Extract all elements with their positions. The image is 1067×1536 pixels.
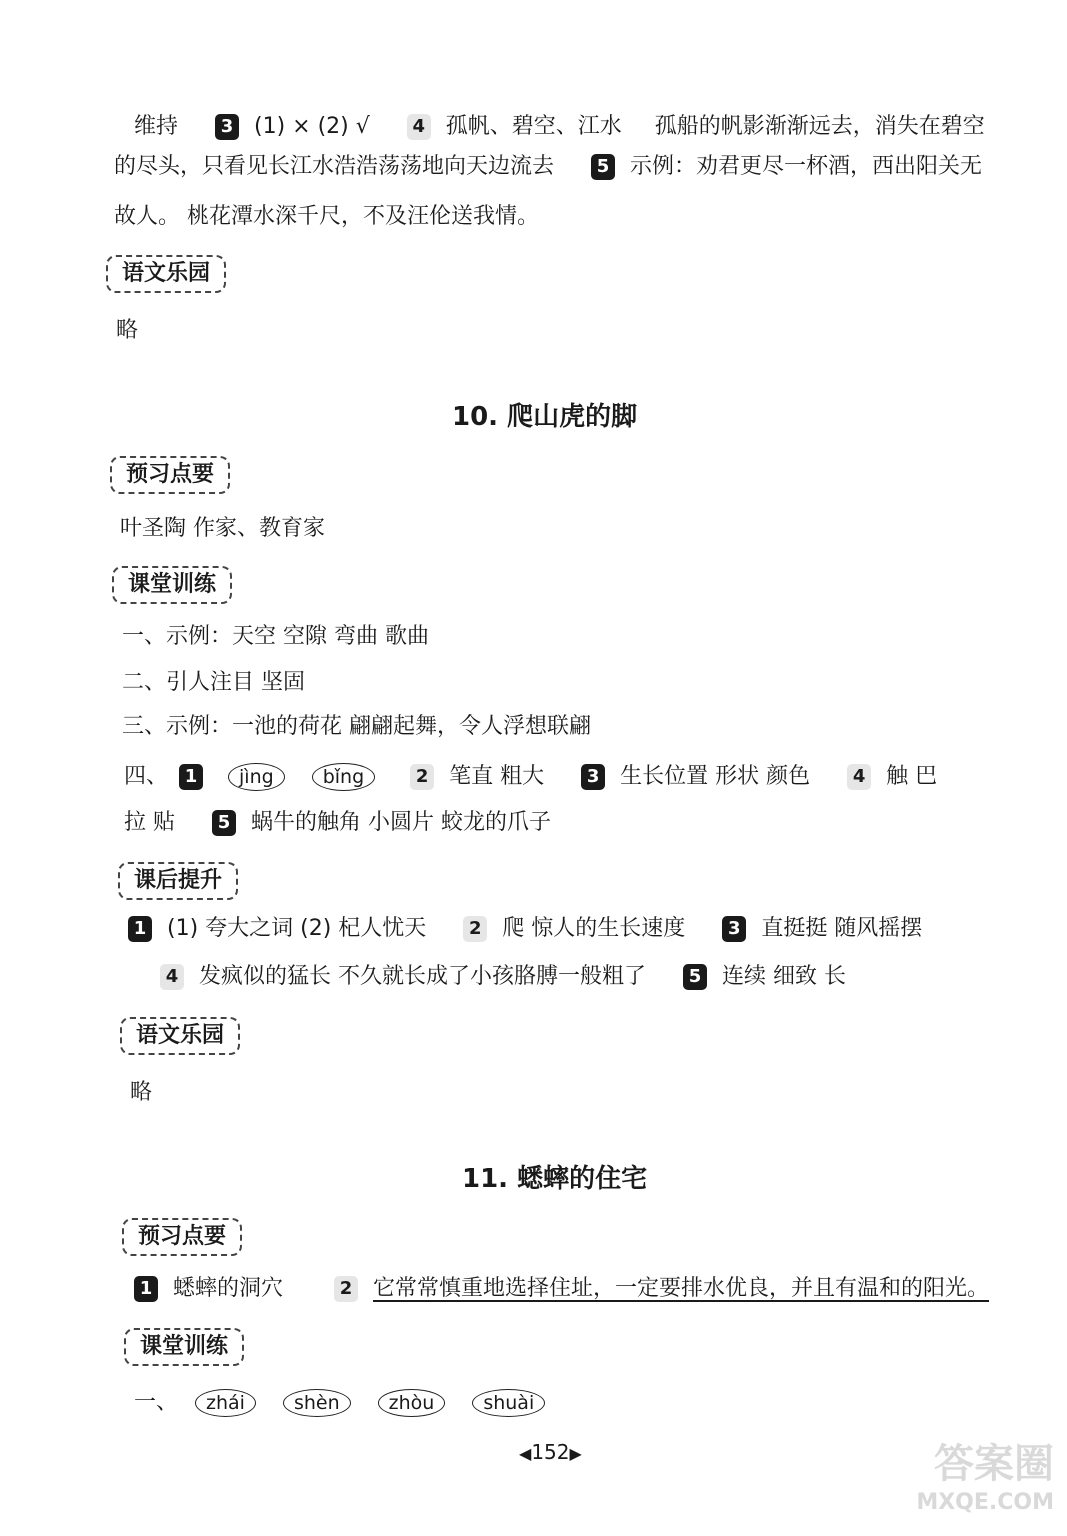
- left-triangle-icon: ◀: [519, 1444, 532, 1463]
- answer-text: 生长位置 形状 颜色: [620, 764, 811, 789]
- answer-text: 直挺挺 随风摇摆: [761, 916, 923, 941]
- question-number-badge: 3: [722, 916, 746, 942]
- page-number: [519, 1440, 582, 1464]
- question-number-badge: 1: [134, 1276, 158, 1302]
- answer-text: 蟋蟀的洞穴: [173, 1276, 284, 1301]
- answer-text: 触 巴: [886, 764, 938, 789]
- answer-text: 孤帆、碧空、江水: [445, 114, 622, 139]
- question-number-badge: 1: [179, 764, 203, 790]
- question-number-badge: 5: [683, 964, 707, 990]
- section-tag: 课堂训练: [112, 566, 232, 604]
- answer-text: 故人。 桃花潭水深千尺，不及汪伦送我情。: [114, 204, 539, 229]
- pinyin-oval: zhái: [195, 1389, 256, 1417]
- answer-text: 蜗牛的触角 小圆片 蛟龙的爪子: [251, 810, 551, 835]
- watermark-text: 答案圈: [934, 1441, 1054, 1487]
- pinyin-oval: jìng: [228, 763, 285, 791]
- answer-text: 四、: [124, 764, 169, 789]
- answer-text: 叶圣陶 作家、教育家: [120, 516, 325, 541]
- answer-text: 略: [130, 1080, 153, 1105]
- question-number-badge: 2: [463, 916, 487, 942]
- underlined-answer: 它常常慎重地选择住址，一定要排水优良，并且有温和的阳光。: [373, 1276, 990, 1301]
- answer-line: [156, 962, 846, 992]
- watermark-text: MXQE.COM: [916, 1490, 1054, 1515]
- answer-text: 拉 贴: [124, 810, 175, 835]
- answer-line: [114, 202, 539, 232]
- answer-line: [124, 808, 551, 838]
- pinyin-oval: shuài: [472, 1389, 545, 1417]
- answer-line: [134, 112, 985, 142]
- question-number-badge: 4: [407, 114, 431, 140]
- question-number-badge: 5: [212, 810, 236, 836]
- answer-text: 示例：劝君更尽一杯酒，西出阳关无: [630, 154, 983, 179]
- pinyin-oval: shèn: [283, 1389, 351, 1417]
- answer-text: (1) 夸大之词 (2) 杞人忧天: [167, 916, 427, 941]
- answer-text: 笔直 粗大: [449, 764, 545, 789]
- question-number-badge: 5: [591, 154, 615, 180]
- section-tag: 语文乐园: [106, 255, 226, 293]
- answer-text: 的尽头，只看见长江水浩浩荡荡地向天边流去: [114, 154, 555, 179]
- answer-text: 维持: [134, 114, 179, 139]
- section-tag: 预习点要: [122, 1218, 242, 1256]
- answer-line: [130, 1274, 989, 1304]
- question-number-badge: 4: [160, 964, 184, 990]
- answer-line: [124, 914, 922, 944]
- answer-line: [114, 152, 982, 182]
- answer-text: 三、示例：一池的荷花 翩翩起舞，令人浮想联翩: [122, 714, 591, 739]
- section-tag: 语文乐园: [120, 1017, 240, 1055]
- watermark-logo: [900, 1440, 1060, 1530]
- answer-text: 一、示例：天空 空隙 弯曲 歌曲: [122, 624, 429, 649]
- lesson-title: 10. 爬山虎的脚: [452, 402, 638, 432]
- right-triangle-icon: ▶: [569, 1444, 582, 1463]
- page-number-text: 152: [531, 1440, 570, 1464]
- pinyin-oval: bǐng: [312, 763, 375, 791]
- question-number-badge: 1: [128, 916, 152, 942]
- answer-line: [134, 1388, 555, 1418]
- question-number-badge: 3: [581, 764, 605, 790]
- lesson-title: 11. 蟋蟀的住宅: [462, 1164, 648, 1194]
- section-tag: 预习点要: [110, 456, 230, 494]
- answer-text: (1) × (2) √: [254, 114, 370, 139]
- question-number-badge: 2: [410, 764, 434, 790]
- answer-text: 孤船的帆影渐渐远去，消失在碧空: [654, 114, 985, 139]
- section-tag: 课后提升: [118, 862, 238, 900]
- answer-text: 爬 惊人的生长速度: [502, 916, 686, 941]
- answer-text: 二、引人注目 坚固: [122, 670, 305, 695]
- answer-line: [124, 762, 937, 792]
- pinyin-oval: zhòu: [378, 1389, 446, 1417]
- question-number-badge: 3: [215, 114, 239, 140]
- section-tag: 课堂训练: [124, 1328, 244, 1366]
- question-number-badge: 4: [847, 764, 871, 790]
- answer-text: 连续 细致 长: [722, 964, 846, 989]
- answer-text: 略: [116, 318, 139, 343]
- answer-text: 一、: [134, 1390, 179, 1415]
- question-number-badge: 2: [334, 1276, 358, 1302]
- answer-text: 发疯似的猛长 不久就长成了小孩胳膊一般粗了: [199, 964, 646, 989]
